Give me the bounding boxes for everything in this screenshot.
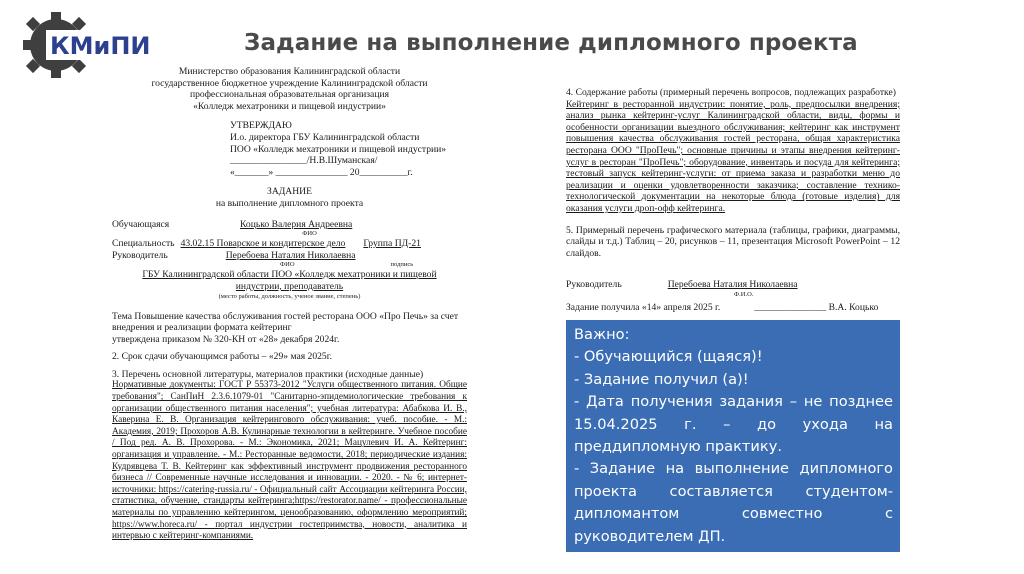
header-line: профессиональная образовательная организация <box>189 89 389 101</box>
theme-line: Тема Повышение качества обслуживания гостей ресторана ООО «Про Печь» за счет внедрения и реализации формата кейтеринг <box>112 310 459 334</box>
slide-title: Задание на выполнение дипломного проекта <box>244 30 858 56</box>
note-line: - Задание на выполнение дипломного проекта составляется студентом-дипломантом совместно с руководителем ДП. <box>574 460 893 545</box>
received-line: Задание получила «14» апреля 2025 г. <box>566 301 721 313</box>
literature-text: Нормативные документы: ГОСТ Р 55373-2012 "Услуги общественного питания. Общие требования"; СанПиН 2.3.6.1079-01 "Санитарно-эпидемиологические требования к организации общественного питания населения"; учебная литература: Абабкова И. В., Каверина Е. В. Организация кейтерингового обслуживания: учеб. пособие. - М.: Академия, 2019; Прохоров А.В. Кулинарные технологии в кейтеринге. Учебное пособие / Под ред. А. В. Прохорова. - М.: Экономика, 2021; Мацулевич И. А. Кейтеринг: организация и управление. - М.: Ресторанные ведомости, 2018; периодические издания: Кудрявцева Т. В. Кейтеринг как эффективный инструмент продвижения ресторанного бизнеса // Современные научные исследования и инновации. - 2020. - № 6; интернет-источники: https://catering-russia.ru/ - Официальный сайт Ассоциации кейтеринга России, статистика, обучение, стандарты кейтеринга;https://restorator.name/ - профессиональные материалы по управлению кейтерингом, ценообразованию, оформлению мероприятий; https://www.horeca.ru/ - портал индустрии гостеприимства, новости, аналитика и интервью с кейтеринг-компаниями. <box>112 380 467 542</box>
note-line: - Задание получил (а)! <box>574 370 749 388</box>
ministry-header <box>112 66 467 112</box>
header-line: Министерство образования Калининградской области <box>178 66 401 77</box>
approve-line: И.о. директора ГБУ Калининградской области <box>230 131 420 143</box>
note-line: - Дата получения задания – не позднее 15.04.2025 г. – до ухода на преддипломную практику. <box>574 393 893 456</box>
org-line: индустрии, преподаватель <box>235 280 344 292</box>
fio-hint: ФИО <box>302 230 317 238</box>
important-note-box <box>566 320 900 552</box>
task-heading: ЗАДАНИЕ <box>267 186 312 198</box>
supervisor-name: Перебоева Наталия Николаевна <box>667 279 798 291</box>
supervisor-label: Руководитель <box>112 249 168 261</box>
fio-hint: ФИО <box>280 261 295 269</box>
header-line: «Колледж мехатроники и пищевой индустрии» <box>193 100 386 112</box>
specialty-value: 43.02.15 Поварское и кондитерское дело <box>180 238 346 250</box>
order-line: утверждена приказом № 320-КН от «28» декабря 2024г. <box>112 333 340 345</box>
deadline-line: 2. Срок сдачи обучающимся работы – «29» мая 2025г. <box>112 351 332 363</box>
supervisor-label: Руководитель <box>566 279 622 291</box>
student-label: Обучающаяся <box>112 218 170 230</box>
specialty-label: Специальность <box>112 238 175 250</box>
approve-line: «_______» _______________ 20__________г. <box>230 166 413 178</box>
approve-line: ПОО «Колледж мехатроники и пищевой индустрии» <box>230 143 447 155</box>
org-line: ГБУ Калининградской области ПОО «Колледж мехатроники и пищевой <box>142 269 437 281</box>
approval-block <box>230 120 467 178</box>
student-name: Коцько Валерия Андреевна <box>240 218 353 230</box>
task-document-page-2 <box>566 87 900 314</box>
literature-title: 3. Перечень основной литературы, материалов практики (исходные данные) <box>112 368 424 380</box>
fio-hint: Ф.И.О. <box>734 290 754 298</box>
graphic-text: 5. Примерный перечень графического материала (таблицы, графики, диаграммы, слайды и т.д.) Таблиц – 20, рисунков – 11, презентация Microsoft PowerPoint – 12 слайдов. <box>566 224 900 259</box>
approve-line: УТВЕРЖДАЮ <box>230 120 292 132</box>
approve-line: ________________/Н.В.Шуманская/ <box>230 155 378 167</box>
logo-text: КМиПИ <box>50 32 151 60</box>
task-subheading: на выполнение дипломного проекта <box>215 197 364 209</box>
signature-hint: подпись <box>390 261 414 269</box>
note-line: - Обучающийся (щаяся)! <box>574 348 763 366</box>
received-signature: _______________ В.А. Коцько <box>754 301 879 313</box>
header-line: государственное бюджетное учреждение Калининградской области <box>151 77 428 89</box>
org-hint: (место работы, должность, ученое звание, степень) <box>218 292 361 300</box>
group-value: Группа ПД-21 <box>363 238 421 250</box>
content-title: 4. Содержание работы (примерный перечень вопросов, подлежащих разработке) <box>566 87 896 98</box>
content-text: Кейтеринг в ресторанной индустрии: понятие, роль, предпосылки внедрения; анализ рынка кейтеринг-услуг Калининградской области, виды, формы и особенности организации выездного обслуживания; кейтеринг как инструмент повышения качества обслуживания гостей ресторана, общая характеристика ресторана ООО "ПроПечь"; основные причины и этапы внедрения кейтеринг-услуг в ресторан "ПроПечь"; оборудование, инвентарь и посуда для кейтеринга; тестовый запуск кейтеринг-услуги: от приема заказа и разработки меню до реализации и оценки удовлетворенности заказчика; составление технико-технологической документации на некоторые блюда (готовые изделия) для оказания услуги дроп-офф кейтеринга. <box>566 98 900 214</box>
supervisor-name: Перебоева Наталия Николаевна <box>225 249 356 261</box>
task-document-page-1 <box>112 66 467 543</box>
note-heading: Важно: <box>574 326 630 343</box>
